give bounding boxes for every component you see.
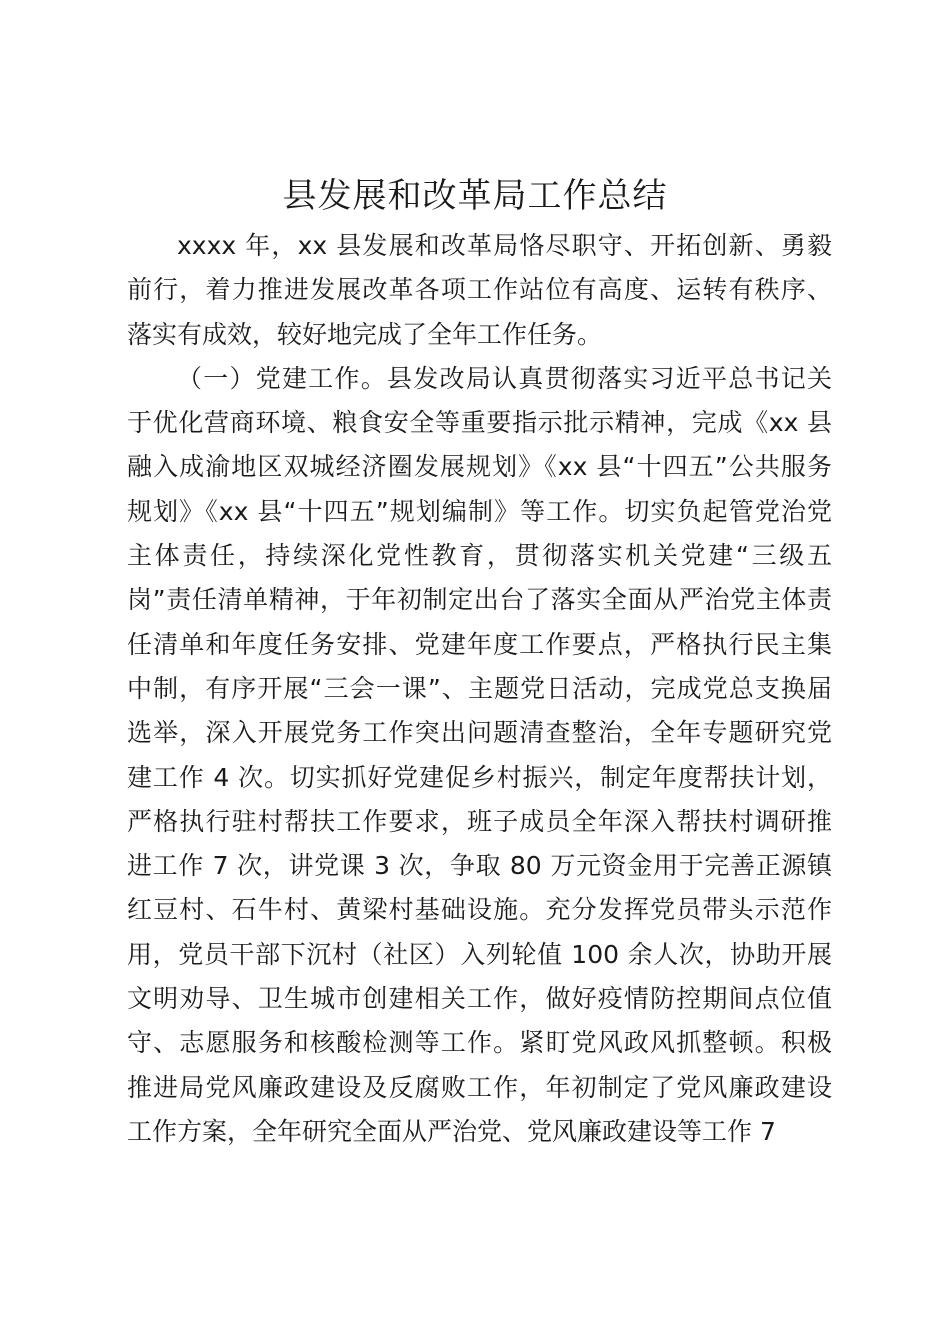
- document-title: 县发展和改革局工作总结: [282, 176, 668, 216]
- text-line: 进工作 7 次，讲党课 3 次，争取 80 万元资金用于完善正源镇: [127, 851, 832, 881]
- text-line: 选举，深入开展党务工作突出问题清查整治，全年专题研究党: [127, 718, 832, 748]
- text-line: 前行，着力推进发展改革各项工作站位有高度、运转有秩序、: [127, 275, 832, 305]
- text-line: 建工作 4 次。切实抓好党建促乡村振兴，制定年度帮扶计划，: [127, 762, 832, 792]
- text-line: 主体责任，持续深化党性教育，贯彻落实机关党建“三级五: [127, 541, 832, 571]
- paragraph-intro: [127, 224, 832, 357]
- document-body: [127, 224, 832, 1154]
- text-line: 融入成渝地区双城经济圈发展规划》《xx 县“十四五”公共服务: [127, 452, 832, 482]
- text-line: 规划》《xx 县“十四五”规划编制》等工作。切实负起管党治党: [127, 496, 832, 526]
- text-line: 红豆村、石牛村、黄梁村基础设施。充分发挥党员带头示范作: [127, 895, 832, 925]
- text-line: 岗”责任清单精神，于年初制定出台了落实全面从严治党主体责: [127, 585, 832, 615]
- text-line: 文明劝导、卫生城市创建相关工作，做好疫情防控期间点位值: [127, 984, 832, 1014]
- text-line: 工作方案，全年研究全面从严治党、党风廉政建设等工作 7: [127, 1116, 776, 1146]
- text-line: xxxx 年，xx 县发展和改革局恪尽职守、开拓创新、勇毅: [177, 231, 832, 260]
- text-line: （一）党建工作。县发改局认真贯彻落实习近平总书记关: [177, 363, 832, 393]
- text-line: 任清单和年度任务安排、党建年度工作要点，严格执行民主集: [127, 629, 832, 659]
- text-line: 守、志愿服务和核酸检测等工作。紧盯党风政风抓整顿。积极: [127, 1028, 832, 1058]
- text-line: 中制，有序开展“三会一课”、主题党日活动，完成党总支换届: [127, 673, 832, 703]
- text-line: 严格执行驻村帮扶工作要求，班子成员全年深入帮扶村调研推: [127, 806, 832, 836]
- text-line: 于优化营商环境、粮食安全等重要指示批示精神，完成《xx 县: [127, 408, 832, 438]
- text-line: 落实有成效，较好地完成了全年工作任务。: [127, 319, 603, 349]
- text-line: 用，党员干部下沉村（社区）入列轮值 100 余人次，协助开展: [127, 939, 832, 969]
- text-line: 推进局党风廉政建设及反腐败工作，年初制定了党风廉政建设: [127, 1072, 832, 1102]
- paragraph-party-building: [127, 357, 832, 1154]
